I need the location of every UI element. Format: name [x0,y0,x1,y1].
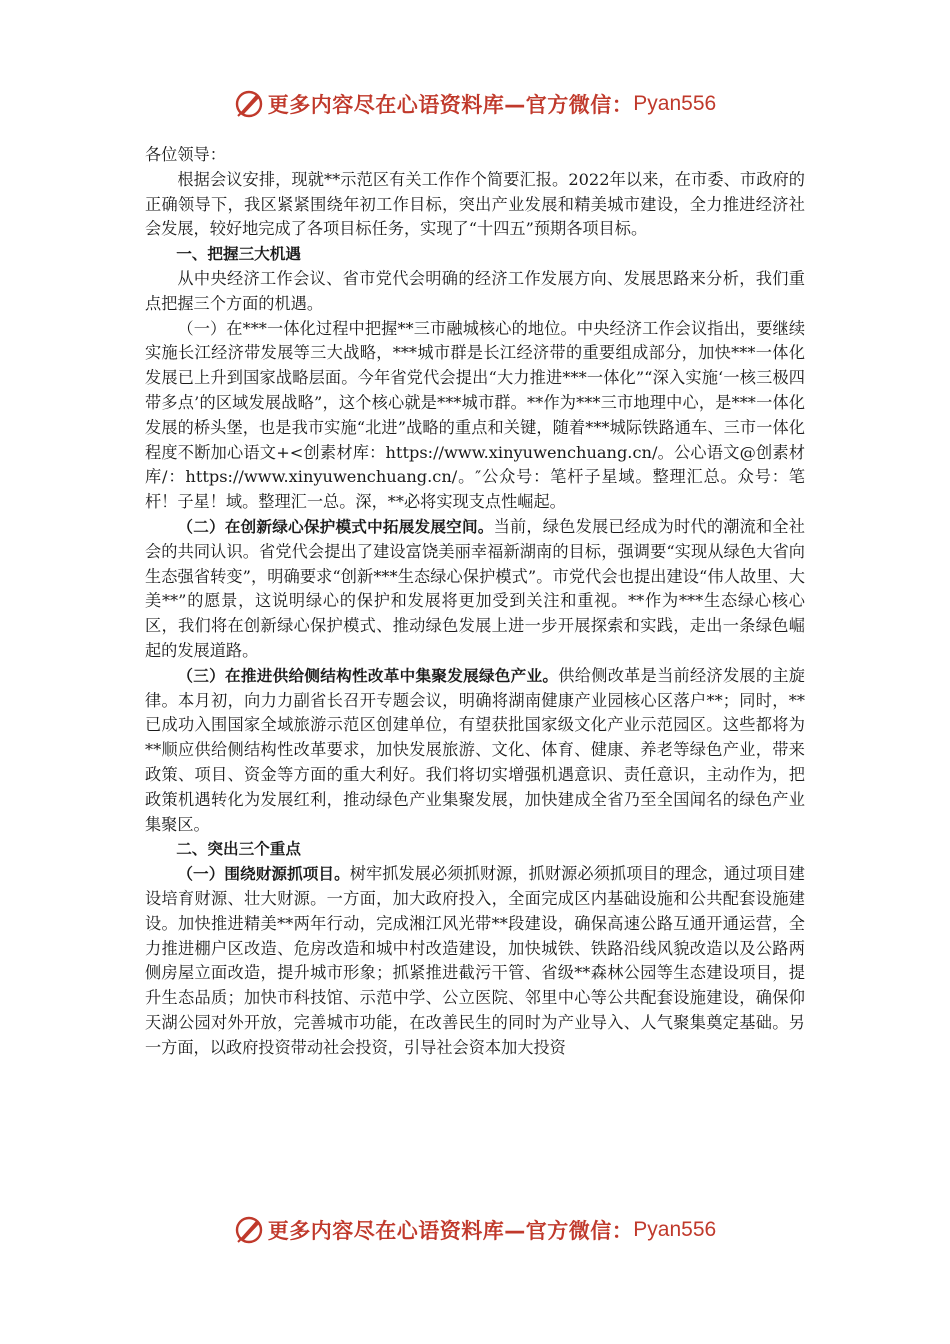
opportunity-3-body: 供给侧改革是当前经济发展的主旋律。本月初，向力力副省长召开专题会议，明确将湖南健康产业园核心区落户**；同时，**已成功入围国家全域旅游示范区创建单位，有望获批国家级文化产业示范园区。这些都将为**顺应供给侧结构性改革要求，加快发展旅游、文化、体育、健康、养老等绿色产业，带来政策、项目、资金等方面的重大利好。我们将切实增强机遇意识、责任意识，主动作为，把政策机遇转化为发展红利，推动绿色产业集聚发展，加快建成全省乃至全国闻名的绿色产业集聚区。 [145,665,805,834]
banner-text: 更多内容尽在心语资料库—官方微信： [267,1219,634,1243]
paragraph-opportunity-1 [145,317,805,515]
paragraph-focus-1 [145,862,805,1060]
section-heading-1: 一、把握三大机遇 [176,245,301,264]
section-heading-2: 二、突出三个重点 [176,840,301,859]
focus-1-body: 树牢抓发展必须抓财源，抓财源必须抓项目的理念，通过项目建设培育财源、壮大财源。一方面，加大政府投入，全面完成区内基础设施和公共配套设施建设。加快推进精美**两年行动，完成湘江风光带**段建设，确保高速公路互通开通运营，全力推进棚户区改造、危房改造和城中村改造建设，加快城铁、铁路沿线风貌改造以及公路两侧房屋立面改造，提升城市形象；抓紧推进截污干管、省级**森林公园等生态建设项目，提升生态品质；加快市科技馆、示范中学、公立医院、邻里中心等公共配套设施建设，确保仰天湖公园对外开放，完善城市功能，在改善民生的同时为产业导入、人气聚集奠定基础。另一方面，以政府投资带动社会投资，引导社会资本加大投资 [145,864,805,1057]
opportunity-2-body: 当前，绿色发展已经成为时代的潮流和全社会的共同认识。省党代会提出了建设富饶美丽幸福新湖南的目标，强调要“实现从绿色大省向生态强省转变”，明确要求“创新***生态绿心保护模式”。市党代会也提出建设“伟人故里、大美**”的愿景，这说明绿心的保护和发展将更加受到关注和重视。**作为***生态绿心核心区，我们将在创新绿心保护模式、推动绿色发展上进一步开展探索和实践，走出一条绿色崛起的发展道路。 [145,516,805,660]
header-banner [0,84,950,124]
opportunity-1-body: 中央经济工作会议指出，要继续实施长江经济带发展等三大战略，***城市群是长江经济带的重要组成部分，加快***一体化发展已上升到国家战略层面。今年省党代会提出“大力推进***一体化”“深入实施‘一核三极四带多点’的区域发展战略”，这个核心就是***城市群。**作为***三市地理中心，是***一体化发展的桥头堡，也是我市实施“北进”战略的重点和关键，随着***城际铁路通车、三市一体化程度不断加心语文+<创素材库：https://www.xinyuwenchuang.cn/。公心语文@创素材库/：https://www.xinyuwenchuang.cn/。″公众号：笔杆子星域。整理汇总。众号：笔杆！子星！域。整理汇一总。深，**必将实现支点性崛起。 [145,318,806,512]
document-body [145,143,805,1060]
banner-wechat-id: Pyan556 [633,92,717,115]
opportunity-1-title: （一）在***一体化过程中把握**三市融城核心的地位。 [177,318,577,338]
banner-wechat-id: Pyan556 [633,1218,717,1241]
focus-1-title: （一）围绕财源抓项目。 [177,865,350,884]
paragraph-opportunities: 从中央经济工作会议、省市党代会明确的经济工作发展方向、发展思路来分析，我们重点把握三个方面的机遇。 [145,268,805,313]
salutation: 各位领导： [145,145,226,164]
footer-banner [0,1210,950,1250]
opportunity-3-title: （三）在推进供给侧结构性改革中集聚发展绿色产业。 [177,666,559,685]
pen-logo-icon [234,1215,264,1245]
intro-paragraph: 根据会议安排，现就**示范区有关工作作个简要汇报。2022年以来，在市委、市政府的正确领导下，我区紧紧围绕年初工作目标，突出产业发展和精美城市建设，全力推进经济社会发展，较好地完成了各项目标任务，实现了“十四五”预期各项目标。 [145,169,805,239]
pen-logo-icon [234,89,264,119]
paragraph-opportunity-2 [145,515,805,664]
paragraph-opportunity-3 [145,664,805,838]
opportunity-2-title: （二）在创新绿心保护模式中拓展发展空间。 [177,517,494,536]
banner-text: 更多内容尽在心语资料库—官方微信： [267,93,634,117]
